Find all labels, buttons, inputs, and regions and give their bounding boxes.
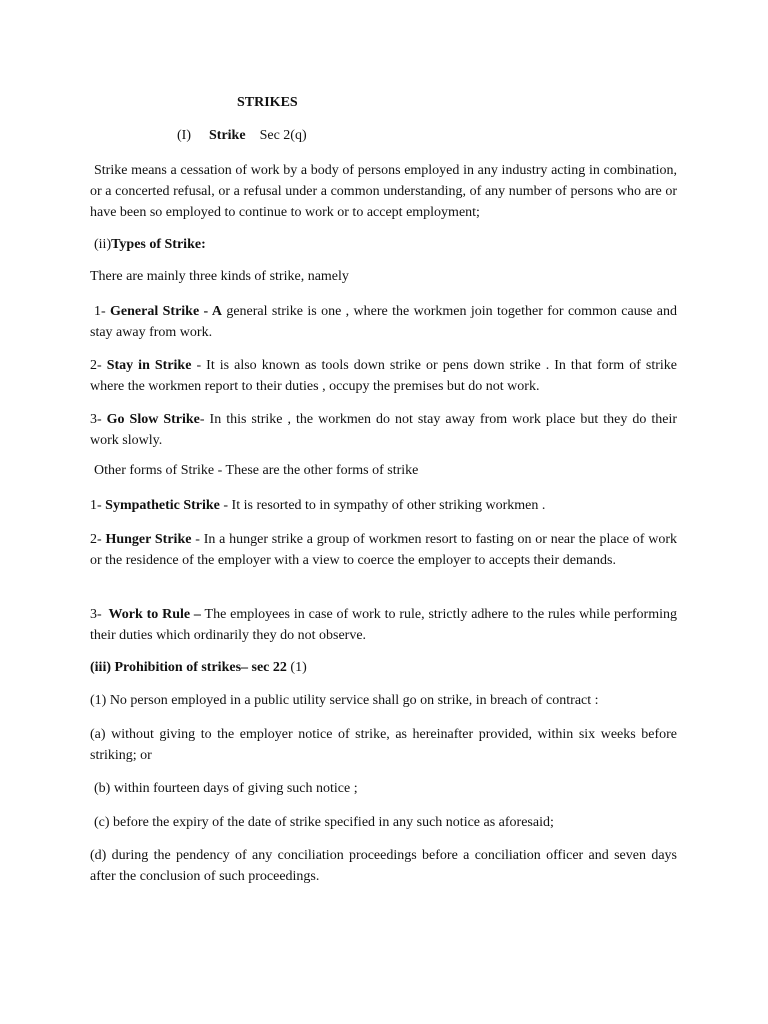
type-stay-in-strike-number: 2- xyxy=(90,358,102,373)
other-work-to-rule xyxy=(90,604,677,646)
strike-definition: Strike means a cessation of work by a body of persons employed in any industry acting in combination, or a concerted refusal, or a refusal under a common understanding, of any number of persons who are or have been so employed to continue to work or to accept employment; xyxy=(90,163,677,220)
section-ii-label: Types of Strike: xyxy=(111,237,206,252)
other-hunger-strike-text: - In a hunger strike a group of workmen resort to fasting on or near the place of work or the residence of the employer with a view to coerce the employer to accepts their demands. xyxy=(90,532,678,568)
type-go-slow-strike-name: Go Slow Strike xyxy=(106,412,200,427)
document-title: STRIKES xyxy=(237,95,298,110)
type-general-strike-name: General Strike - A xyxy=(110,304,222,319)
section-iii-heading xyxy=(90,660,307,676)
clause-1: (1) No person employed in a public utility service shall go on strike, in breach of contract : xyxy=(90,693,599,708)
type-go-slow-strike xyxy=(90,409,677,451)
other-sympathetic-strike-text: - It is resorted to in sympathy of other striking workmen . xyxy=(223,498,546,513)
clause-c: (c) before the expiry of the date of strike specified in any such notice as aforesaid; xyxy=(94,815,554,830)
other-forms-intro: Other forms of Strike - These are the other forms of strike xyxy=(94,463,419,478)
type-general-strike-text: general strike is one , where the workmen join together for common cause and stay away from work. xyxy=(90,304,677,340)
section-iii-reference: (1) xyxy=(290,660,307,675)
section-i-label: Strike xyxy=(209,128,246,143)
other-hunger-strike-number: 2- xyxy=(90,532,102,547)
clause-b: (b) within fourteen days of giving such notice ; xyxy=(94,781,358,796)
other-sympathetic-strike-name: Sympathetic Strike xyxy=(105,498,220,513)
other-hunger-strike xyxy=(90,529,677,571)
other-work-to-rule-text: The employees in case of work to rule, strictly adhere to the rules while performing their duties which ordinarily they do not observe. xyxy=(90,607,678,643)
other-sympathetic-strike-number: 1- xyxy=(90,498,102,513)
section-i-number: (I) xyxy=(177,128,191,143)
types-intro: There are mainly three kinds of strike, namely xyxy=(90,269,349,284)
type-general-strike-number: 1- xyxy=(94,304,106,319)
clause-d: (d) during the pendency of any conciliation proceedings before a conciliation officer and seven days after the conclusion of such proceedings. xyxy=(90,848,677,884)
other-work-to-rule-number: 3- xyxy=(90,607,102,622)
type-stay-in-strike xyxy=(90,355,677,397)
other-work-to-rule-name: Work to Rule – xyxy=(108,607,201,622)
type-stay-in-strike-text: - It is also known as tools down strike or pens down strike . In that form of strike where the workmen report to their duties , occupy the premises but do not work. xyxy=(90,358,677,394)
other-hunger-strike-name: Hunger Strike xyxy=(105,532,192,547)
section-i-heading xyxy=(177,128,307,144)
section-ii-heading xyxy=(94,237,206,253)
type-go-slow-strike-text: - In this strike , the workmen do not stay away from work place but they do their work slowly. xyxy=(90,412,678,448)
section-iii-label: (iii) Prohibition of strikes– sec 22 xyxy=(90,660,287,675)
section-ii-number: (ii) xyxy=(94,237,112,252)
other-sympathetic-strike xyxy=(90,495,677,516)
clause-a: (a) without giving to the employer notice of strike, as hereinafter provided, within six weeks before striking; or xyxy=(90,727,677,763)
type-stay-in-strike-name: Stay in Strike xyxy=(106,358,192,373)
section-i-reference: Sec 2(q) xyxy=(259,128,307,143)
type-general-strike xyxy=(90,301,677,343)
type-go-slow-strike-number: 3- xyxy=(90,412,102,427)
